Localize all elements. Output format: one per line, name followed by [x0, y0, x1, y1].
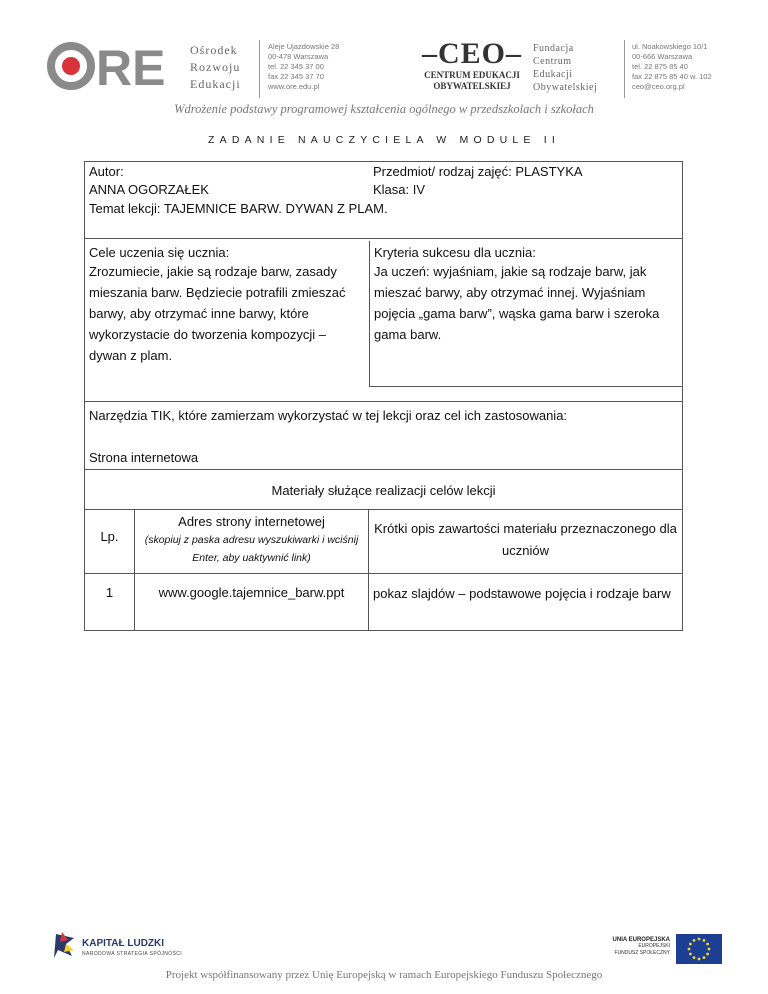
class-field: Klasa: IV — [373, 181, 426, 197]
eu-logo: UNIA EUROPEJSKA EUROPEJSKI FUNDUSZ SPOŁECZNY — [562, 934, 722, 966]
ore-institution-name: Ośrodek Rozwoju Edukacji — [190, 43, 241, 91]
row-address-link[interactable]: www.google.tajemnice_barw.ppt — [135, 574, 369, 630]
lesson-form — [84, 161, 683, 631]
spacer — [84, 224, 683, 238]
column-header-lp: Lp. — [85, 510, 135, 573]
tools-label: Narzędzia TIK, które zamierzam wykorzystać w tej lekcji oraz cel ich zastosowania: — [89, 407, 568, 423]
document-header — [0, 0, 768, 120]
ceo-address: ul. Noakowskiego 10/1 00-666 Warszawa tel. 22 875 85 40 fax 22 875 85 40 w. 102 ceo@ceo.org.pl — [632, 42, 712, 91]
subject-field: Przedmiot/ rodzaj zajęć: PLASTYKA — [373, 164, 583, 179]
star-icon — [52, 930, 78, 960]
author-value: ANNA OGORZAŁEK — [89, 181, 209, 197]
goals-label: Cele uczenia się ucznia: — [89, 244, 230, 260]
header-divider — [259, 40, 260, 98]
table-row — [84, 573, 683, 631]
tools-section — [84, 401, 683, 469]
criteria-label: Kryteria sukcesu dla ucznia: — [374, 244, 536, 260]
spacer — [84, 387, 683, 401]
svg-text:RE: RE — [96, 40, 166, 92]
author-section — [84, 161, 683, 224]
criteria-text: Ja uczeń: wyjaśniam, jakie są rodzaje barw, jak mieszać barwy, aby otrzymać innej. Wyjaśniam pojęcia „gama barw”, wąska gama barw i szeroka gama barw. — [374, 264, 660, 342]
row-lp: 1 — [85, 574, 135, 630]
goals-text: Zrozumiecie, jakie są rodzaje barw, zasady mieszania barw. Będziecie potrafili zmieszać barwy, aby otrzymać inne barwy, które wykorzystacie do tworzenia kompozycji – dywan z plam. — [89, 264, 346, 363]
eu-flag-icon — [676, 934, 722, 964]
header-divider — [624, 40, 625, 98]
task-caption: ZADANIE NAUCZYCIELA W MODULE II — [208, 134, 560, 146]
ore-address: Aleje Ujazdowskie 28 00-478 Warszawa tel. 22 345 37 00 fax 22 345 37 70 www.ore.edu.pl — [268, 42, 340, 91]
row-description: pokaz slajdów – podstawowe pojęcia i rodzaje barw — [373, 585, 671, 601]
column-header-description: Krótki opis zawartości materiału przeznaczonego dla uczniów — [374, 521, 677, 558]
ceo-logo: –CEO– CENTRUM EDUKACJI OBYWATELSKIEJ — [422, 37, 523, 91]
column-header-address-note: (skopiuj z paska adresu wyszukiwarki i wciśnij Enter, aby uaktywnić link) — [144, 533, 359, 564]
column-header-address: Adres strony internetowej (skopiuj z paska adresu wyszukiwarki i wciśnij Enter, aby uaktywnić link) — [135, 510, 369, 573]
materials-title: Materiały służące realizacji celów lekcji — [84, 469, 683, 510]
ceo-foundation-name: Fundacja Centrum Edukacji Obywatelskiej — [533, 43, 598, 93]
goals-section — [84, 238, 683, 387]
ore-logo — [46, 40, 176, 92]
footer-cofinancing-note: Projekt współfinansowany przez Unię Europejską w ramach Europejskiego Funduszu Społecznego — [165, 969, 603, 981]
lesson-topic: Temat lekcji: TAJEMNICE BARW. DYWAN Z PLAM. — [89, 201, 388, 216]
author-label: Autor: — [89, 164, 124, 179]
tools-value: Strona internetowa — [89, 450, 199, 465]
materials-table-header — [84, 509, 683, 573]
header-subtitle: Wdrożenie podstawy programowej kształcenia ogólnego w przedszkolach i szkołach — [174, 102, 594, 116]
